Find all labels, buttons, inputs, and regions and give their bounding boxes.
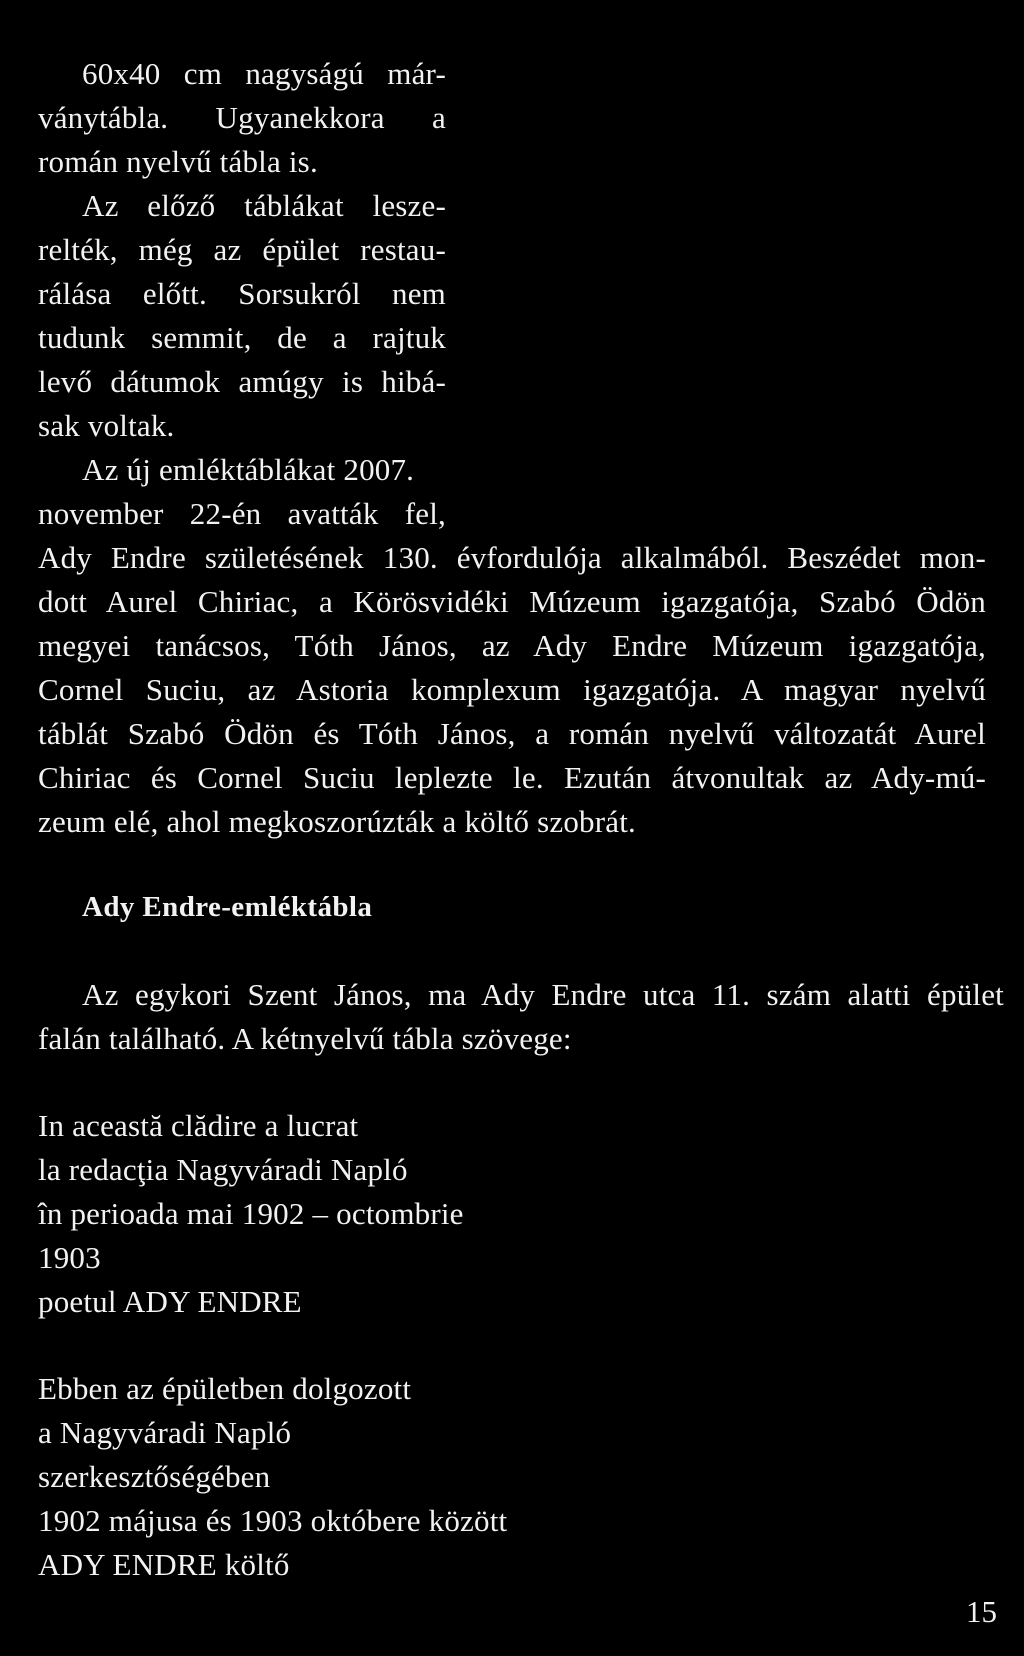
section-intro-line: falán található. A kétnyelvű tábla szövege: xyxy=(38,1021,572,1056)
paragraph-line: Chiriac és Cornel Suciu leplezte le. Ezután átvonultak az Ady-mú- xyxy=(38,760,986,795)
plaque-hungarian-line: szerkesztőségében xyxy=(38,1459,271,1494)
column-line: rálása előtt. Sorsukról nem xyxy=(38,276,446,311)
column-line: 60x40 cm nagyságú már- xyxy=(82,56,446,91)
plaque-hungarian-line: 1902 májusa és 1903 októbere között xyxy=(38,1503,508,1538)
plaque-romanian-line: In această clădire a lucrat xyxy=(38,1108,359,1143)
plaque-romanian-line: 1903 xyxy=(38,1240,101,1275)
paragraph-line: dott Aurel Chiriac, a Körösvidéki Múzeum igazgatója, Szabó Ödön xyxy=(38,584,986,619)
paragraph-line: Ady Endre születésének 130. évfordulója alkalmából. Beszédet mon- xyxy=(38,540,986,575)
section-intro-line: Az egykori Szent János, ma Ady Endre utca 11. szám alatti épület xyxy=(82,977,1004,1012)
column-line: ványtábla. Ugyanekkora a xyxy=(38,100,446,135)
section-heading: Ady Endre-emléktábla xyxy=(82,891,373,923)
plaque-hungarian-line: ADY ENDRE költő xyxy=(38,1547,290,1582)
column-line: relték, még az épület restau- xyxy=(38,232,446,267)
column-line: sak voltak. xyxy=(38,408,175,443)
column-line: Az új emléktáblákat 2007. xyxy=(82,452,415,487)
plaque-hungarian-line: a Nagyváradi Napló xyxy=(38,1415,292,1450)
paragraph-line: zeum elé, ahol megkoszorúzták a költő szobrát. xyxy=(38,804,636,839)
plaque-romanian-line: la redacţia Nagyváradi Napló xyxy=(38,1152,408,1187)
paragraph-line: táblát Szabó Ödön és Tóth János, a román nyelvű változatát Aurel xyxy=(38,716,986,751)
page-number: 15 xyxy=(966,1594,997,1629)
paragraph-line: Cornel Suciu, az Astoria komplexum igazgatója. A magyar nyelvű xyxy=(38,672,986,707)
column-line: tudunk semmit, de a rajtuk xyxy=(38,320,446,355)
plaque-romanian-line: poetul ADY ENDRE xyxy=(38,1284,302,1319)
column-line: Az előző táblákat lesze- xyxy=(82,188,446,223)
paragraph-line: megyei tanácsos, Tóth János, az Ady Endre Múzeum igazgatója, xyxy=(38,628,986,663)
column-line: november 22-én avatták fel, xyxy=(38,496,446,531)
plaque-romanian-line: în perioada mai 1902 – octombrie xyxy=(38,1196,464,1231)
column-line: román nyelvű tábla is. xyxy=(38,144,318,179)
column-line: levő dátumok amúgy is hibá- xyxy=(38,364,446,399)
plaque-hungarian-line: Ebben az épületben dolgozott xyxy=(38,1371,412,1406)
